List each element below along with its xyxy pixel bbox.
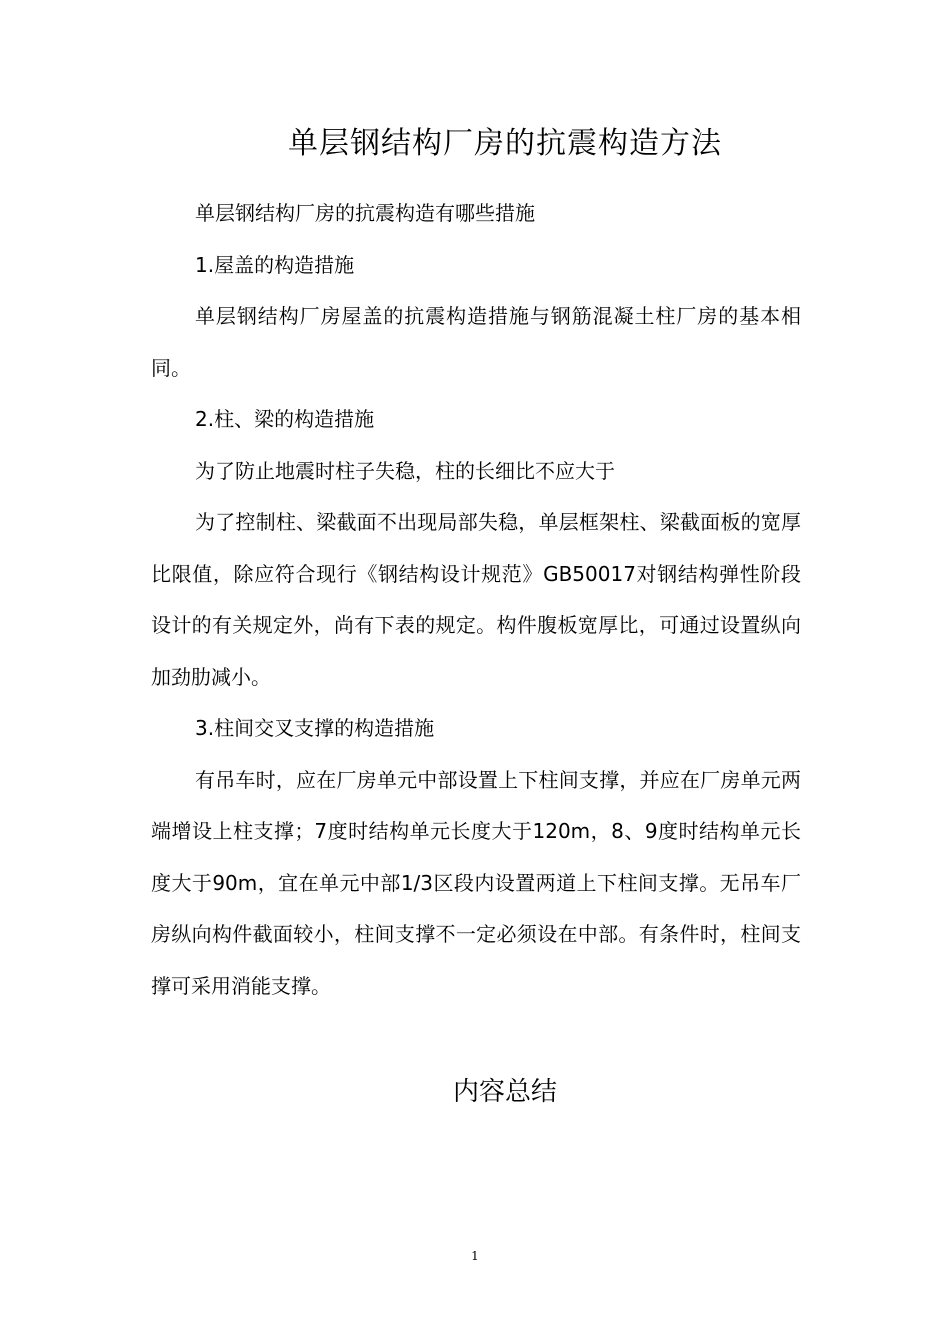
section-heading-column-beam: 2.柱、梁的构造措施 (195, 407, 375, 431)
section-heading-roof: 1.屋盖的构造措施 (195, 252, 355, 277)
page-number: 1 (471, 1249, 479, 1263)
summary-heading: 内容总结 (452, 1077, 557, 1107)
paragraph-bracing: 有吊车时，应在厂房单元中部设置上下柱间支撑，并应在厂房单元两端增设上柱支撑；7度时结构单元长度大于120m，8、9度时结构单元长度大于90m，宜在单元中部1/3区段内设置两道上下柱间支撑。无吊车厂房纵向构件截面较小，柱间支撑不一定必须设在中部。有条件时，柱间支撑可采用消能支撑。 (151, 767, 801, 998)
document-body (151, 188, 801, 1012)
document-title: 单层钢结构厂房的抗震构造方法 (288, 126, 722, 161)
paragraph-roof: 单层钢结构厂房屋盖的抗震构造措施与钢筋混凝土柱厂房的基本相同。 (151, 304, 801, 380)
section-heading-bracing: 3.柱间交叉支撑的构造措施 (195, 716, 435, 740)
paragraph-width-thickness: 为了控制柱、梁截面不出现局部失稳，单层框架柱、梁截面板的宽厚比限值，除应符合现行《钢结构设计规范》GB50017对钢结构弹性阶段设计的有关规定外，尚有下表的规定。构件腹板宽厚比，可通过设置纵向加劲肋减小。 (151, 510, 801, 689)
paragraph-intro: 单层钢结构厂房的抗震构造有哪些措施 (195, 201, 535, 225)
paragraph-slenderness: 为了防止地震时柱子失稳，柱的长细比不应大于 (195, 458, 615, 483)
